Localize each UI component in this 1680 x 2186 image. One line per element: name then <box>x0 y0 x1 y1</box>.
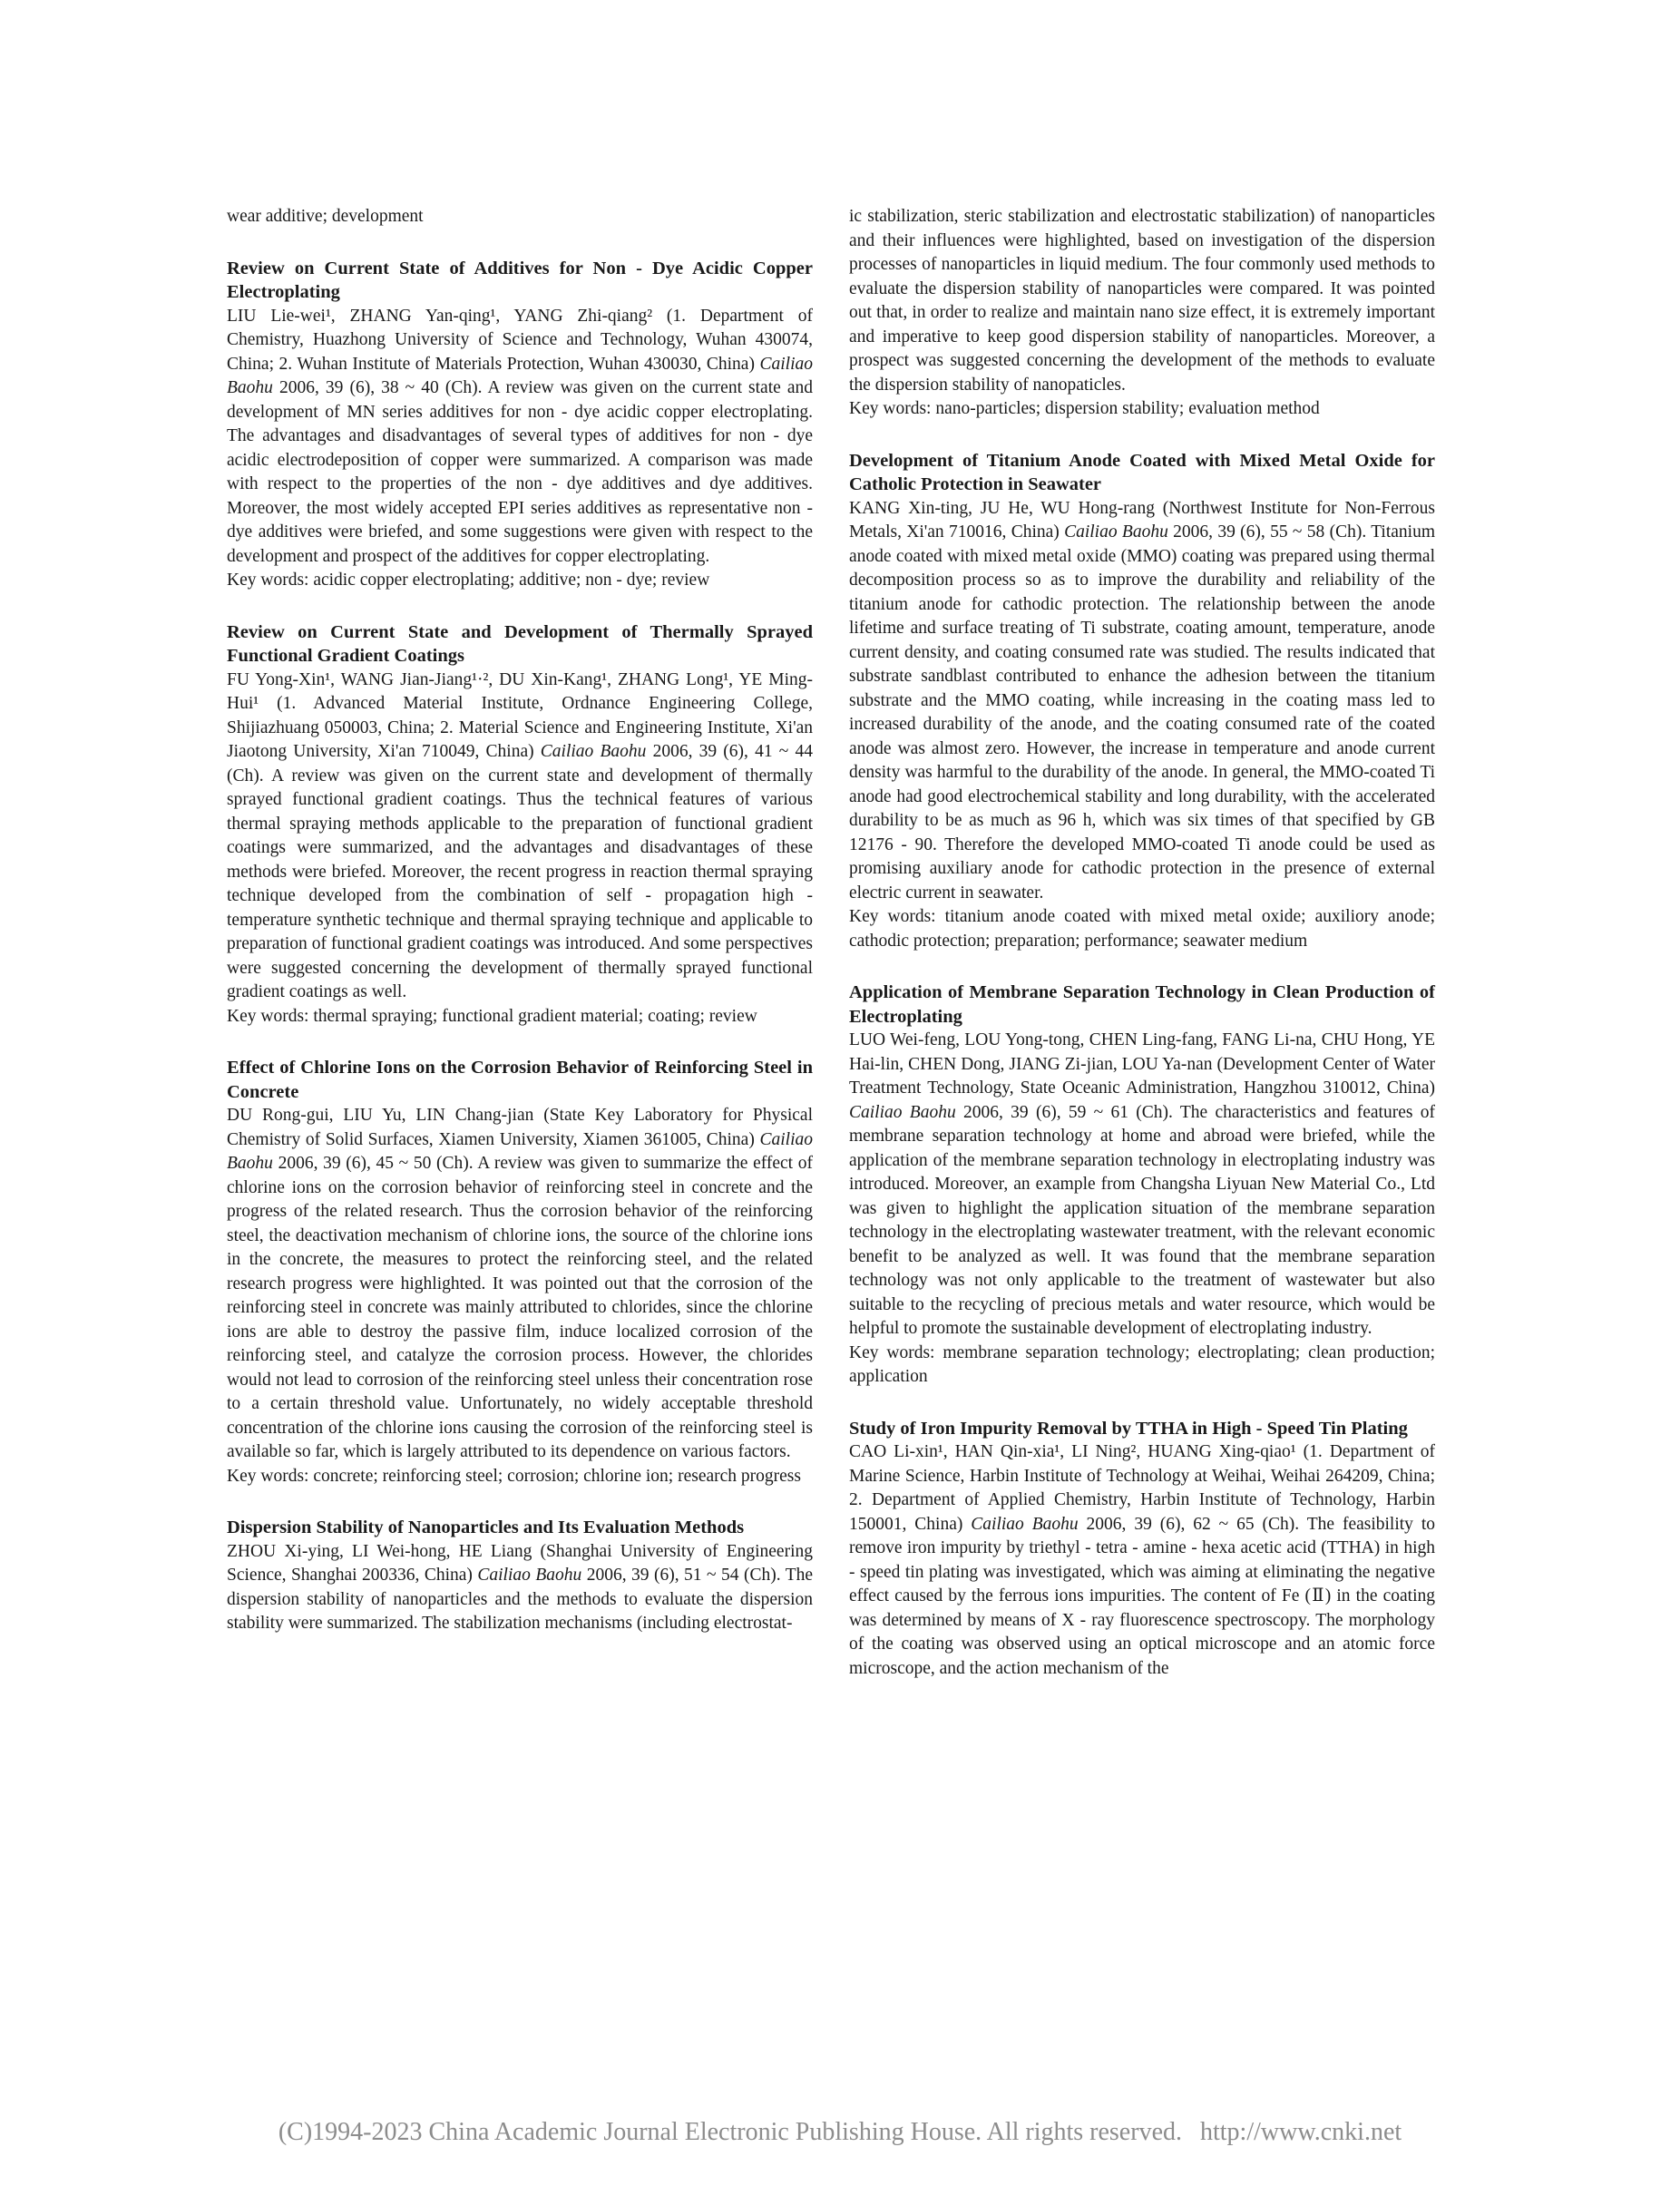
article-body <box>849 1440 1435 1681</box>
journal-name: Cailiao Baohu <box>227 354 813 397</box>
article-nanoparticles <box>227 1516 813 1636</box>
article-authors: FU Yong-Xin¹, WANG Jian-Jiang¹·², DU Xin-Kang¹, ZHANG Long¹, YE Ming-Hui¹ (1. Advanced Material Institute, Ordnance Engineering College, Shijiazhuang 050003, China; 2. Material Science and Engineering Institute, Xi'an Jiaotong University, Xi'an 710049, China) <box>227 669 813 761</box>
article-abstract: A review was given on the current state and development of thermally sprayed functional gradient coatings. Thus the technical features of various thermal spraying methods applicable to the preparation of functional gradient coatings were summarized, and the advantages and disadvantages of these methods were briefed. Moreover, the recent progress in reaction thermal spraying technique developed from the combination of self - propagation high - temperature synthetic technique and thermal spraying technique and applicable to preparation of functional gradient coatings was introduced. And some perspectives were suggested concerning the development of thermally sprayed functional gradient coatings as well. <box>227 766 813 1001</box>
journal-name: Cailiao Baohu <box>971 1514 1079 1534</box>
article-citation: 2006, 39 (6), 45 ~ 50 (Ch). <box>272 1154 478 1173</box>
article-abstract: A review was given on the current state and development of MN series additives for non - dye acidic copper electroplating. The advantages and disadvantages of several types of additives for non - dye acidic electrodeposition of copper were summarized. A comparison was made with respect to the properties of the non - dye additives and dye additives. Moreover, the most widely accepted EPI series additives as representative non - dye additives were briefed, and some suggestions were given with respect to the development and prospect of the additives for copper electroplating. <box>227 378 813 566</box>
article-title: Review on Current State of Additives for Non - Dye Acidic Copper Electroplating <box>227 258 813 302</box>
article-title: Development of Titanium Anode Coated with Mixed Metal Oxide for Catholic Protection in Seawater <box>849 450 1435 494</box>
article-keywords: Key words: membrane separation technology; electroplating; clean production; application <box>849 1342 1435 1386</box>
article-iron-impurity <box>849 1417 1435 1682</box>
article-abstract: The feasibility to remove iron impurity by triethyl - tetra - amine - hexa acetic acid (TTHA) in high - speed tin plating was investigated, which was aiming at eliminating the negative effect caused by the ferrous ions impurities. The content of Fe (Ⅱ) in the coating was determined by means of X - ray fluorescence spectroscopy. The morphology of the coating was observed using an optical microscope and an atomic force microscope, and the action mechanism of the <box>849 1514 1436 1678</box>
continued-keywords: wear additive; development <box>227 207 424 226</box>
article-abstract: A review was given to summarize the effect of chlorine ions on the corrosion behavior of reinforcing steel in concrete and the progress of the related research. Thus the corrosion behavior of the reinforcing steel, the deactivation mechanism of chlorine ions, the source of the chlorine ions in the concrete, the measures to protect the reinforcing steel, and the related research progress were highlighted. It was pointed out that the corrosion of the reinforcing steel in concrete was mainly attributed to chlorides, since the chlorine ions are able to destroy the passive film, induce localized corrosion of the reinforcing steel, and catalyze the corrosion process. However, the chlorides would not lead to corrosion of the reinforcing steel unless their concentration rose to a certain threshold value. Unfortunately, no widely acceptable threshold concentration of the chlorine ions causing the corrosion of the reinforcing steel is available so far, which is largely attributed to its dependence on various factors. <box>227 1154 813 1461</box>
journal-name: Cailiao Baohu <box>540 742 647 761</box>
cnki-link[interactable]: http://www.cnki.net <box>1200 2118 1402 2146</box>
continued-abstract: ic stabilization, steric stabilization and electrostatic stabilization) of nanoparticles and their influences were highlighted, based on investigation of the dispersion processes of nanoparticles in liquid medium. The four commonly used methods to evaluate the dispersion stability of nanoparticles were compared. It was pointed out that, in order to realize and maintain nano size effect, it is extremely important and imperative to keep good dispersion stability of nanoparticles. Moreover, a prospect was suggested concerning the development of the methods to evaluate the dispersion stability of nanopaticles. <box>849 207 1435 395</box>
article-titanium-anode <box>849 449 1435 954</box>
article-citation: 2006, 39 (6), 62 ~ 65 (Ch). <box>1078 1514 1307 1534</box>
article-keywords: Key words: titanium anode coated with mixed metal oxide; auxiliory anode; cathodic protection; preparation; performance; seawater medium <box>849 907 1435 951</box>
article-thermal-spray <box>227 620 813 1030</box>
article-title: Review on Current State and Development of Thermally Sprayed Functional Gradient Coatings <box>227 621 813 666</box>
article-citation: 2006, 39 (6), 38 ~ 40 (Ch). <box>272 378 488 397</box>
article-authors: KANG Xin-ting, JU He, WU Hong-rang (Northwest Institute for Non-Ferrous Metals, Xi'an 710016, China) <box>849 498 1435 542</box>
article-body <box>227 305 813 570</box>
article-authors: CAO Li-xin¹, HAN Qin-xia¹, LI Ning², HUANG Xing-qiao¹ (1. Department of Marine Science, Harbin Institute of Technology at Weihai, Weihai 264209, China; 2. Department of Applied Chemistry, Harbin Institute of Technology, Harbin 150001, China) <box>849 1442 1435 1534</box>
article-body <box>227 1104 813 1465</box>
article-title: Effect of Chlorine Ions on the Corrosion Behavior of Reinforcing Steel in Concrete <box>227 1058 813 1102</box>
article-title: Dispersion Stability of Nanoparticles and Its Evaluation Methods <box>227 1518 745 1537</box>
article-body <box>849 1029 1435 1342</box>
journal-name: Cailiao Baohu <box>849 1102 956 1122</box>
article-authors: DU Rong-gui, LIU Yu, LIN Chang-jian (State Key Laboratory for Physical Chemistry of Solid Surfaces, Xiamen University, Xiamen 361005, China) <box>227 1106 813 1149</box>
right-column <box>849 205 1435 1681</box>
article-citation: 2006, 39 (6), 51 ~ 54 (Ch). <box>581 1566 786 1585</box>
article-citation: 2006, 39 (6), 59 ~ 61 (Ch). <box>955 1102 1180 1122</box>
article-keywords: Key words: concrete; reinforcing steel; corrosion; chlorine ion; research progress <box>227 1466 801 1486</box>
copyright-footer <box>0 2118 1680 2147</box>
article-title: Study of Iron Impurity Removal by TTHA in High - Speed Tin Plating <box>849 1418 1408 1439</box>
article-body <box>227 1540 813 1636</box>
article-citation: 2006, 39 (6), 41 ~ 44 (Ch). <box>227 742 813 786</box>
article-abstract: Titanium anode coated with mixed metal oxide (MMO) coating was prepared using thermal decomposition process so as to improve the durability and reliability of the titanium anode for cathodic protection. The relationship between the anode lifetime and surface treating of Ti substrate, coating amount, temperature, anode current density, and coating consumed rate was studied. The results indicated that substrate sandblast contributed to enhance the adhesion between the titanium substrate and the MMO coating, while increasing in the coating mass led to increased durability of the anode, and the coating consumed rate of the coated anode was almost zero. However, the increase in temperature and anode current density was harmful to the durability of the anode. In general, the MMO-coated Ti anode had good electrochemical stability and long durability, with the accelerated durability to be as much as 96 h, which was six times of that specified by GB 12176 - 90. Therefore the developed MMO-coated Ti anode could be used as promising auxiliary anode for cathodic protection in the presence of external electric current in seawater. <box>849 522 1435 903</box>
article-abstract: The characteristics and features of membrane separation technology at home and abroad were briefed, while the application of the membrane separation technology in electroplating industry was introduced. Moreover, an example from Changsha Liyuan New Material Co., Ltd was given to highlight the application situation of the membrane separation technology in the electroplating wastewater treatment, with the relevant economic benefit to be analyzed as well. It was found that the membrane separation technology was not only applicable to the treatment of wastewater but also suitable to the recycling of precious metals and water resource, which would be helpful to promote the sustainable development of electroplating industry. <box>849 1102 1435 1338</box>
article-authors: ZHOU Xi-ying, LI Wei-hong, HE Liang (Shanghai University of Engineering Science, Shanghai 200336, China) <box>227 1541 813 1585</box>
left-column <box>227 205 813 1636</box>
article-body <box>227 668 813 1005</box>
article-body <box>849 497 1435 906</box>
article-abstract: The dispersion stability of nanoparticles and the methods to evaluate the dispersion stability were summarized. The stabilization mechanisms (including electrostat- <box>227 1566 814 1633</box>
article-keywords: Key words: thermal spraying; functional gradient material; coating; review <box>227 1006 757 1026</box>
article-membrane-separation <box>849 981 1435 1390</box>
continued-keywords: Key words: nano-particles; dispersion stability; evaluation method <box>849 399 1320 418</box>
journal-name: Cailiao Baohu <box>1064 522 1168 542</box>
article-additives-copper <box>227 257 813 593</box>
copyright-text: (C)1994-2023 China Academic Journal Electronic Publishing House. All rights reserved. <box>278 2118 1182 2146</box>
journal-name: Cailiao Baohu <box>227 1129 813 1173</box>
article-authors: LUO Wei-feng, LOU Yong-tong, CHEN Ling-fang, FANG Li-na, CHU Hong, YE Hai-lin, CHEN Dong, JIANG Zi-jian, LOU Ya-nan (Development Center of Water Treatment Technology, State Oceanic Administration, Hangzhou 310012, China) <box>849 1030 1435 1098</box>
article-chlorine-ions <box>227 1056 813 1488</box>
article-title: Application of Membrane Separation Technology in Clean Production of Electroplating <box>849 982 1435 1027</box>
article-citation: 2006, 39 (6), 55 ~ 58 (Ch). <box>1167 522 1372 542</box>
journal-name: Cailiao Baohu <box>477 1566 582 1585</box>
article-authors: LIU Lie-wei¹, ZHANG Yan-qing¹, YANG Zhi-qiang² (1. Department of Chemistry, Huazhong University of Science and Technology, Wuhan 430074, China; 2. Wuhan Institute of Materials Protection, Wuhan 430030, China) <box>227 306 813 374</box>
article-keywords: Key words: acidic copper electroplating; additive; non - dye; review <box>227 571 710 590</box>
